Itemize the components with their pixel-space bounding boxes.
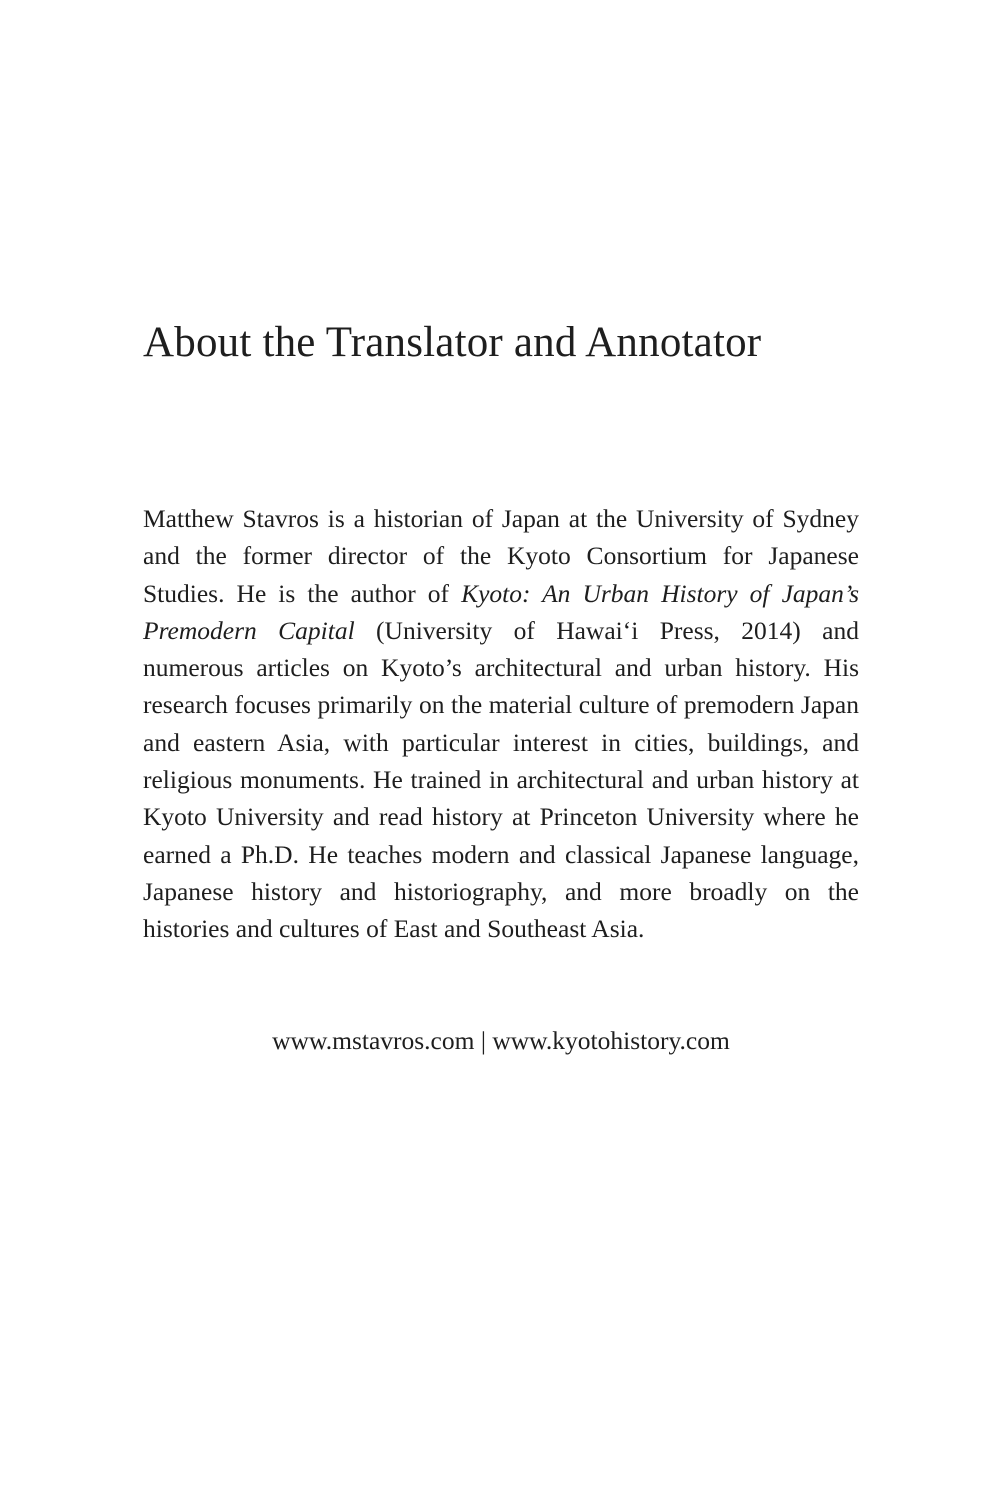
mstavros-link[interactable]: www.mstavros.com xyxy=(272,1026,475,1055)
book-title: Kyoto: An Urban History of Japan’s Premodern Capital xyxy=(143,578,860,645)
page-title: About the Translator and Annotator xyxy=(143,319,762,366)
bio-text-part-1: Matthew Stavros is a historian of Japan at the University of Sydney and the former director of the Kyoto Consortium for Japanese Studies. He is the author of xyxy=(143,504,859,608)
bio-text-part-2: (University of Hawai‘i Press, 2014) and numerous articles on Kyoto’s architectural and urban history. His research focuses primarily on the material culture of premodern Japan and eastern Asia, with particular interest in cities, buildings, and religious monuments. He trained in architectural and urban history at Kyoto University and read history at Princeton University where he earned a Ph.D. He teaches modern and classical Japanese language, Japanese history and historiography, and more broadly on the histories and cultures of East and Southeast Asia. xyxy=(143,615,859,944)
kyotohistory-link[interactable]: www.kyotohistory.com xyxy=(492,1026,730,1055)
translator-bio xyxy=(143,500,859,948)
website-links xyxy=(143,1022,859,1059)
link-separator: | xyxy=(474,1026,493,1055)
